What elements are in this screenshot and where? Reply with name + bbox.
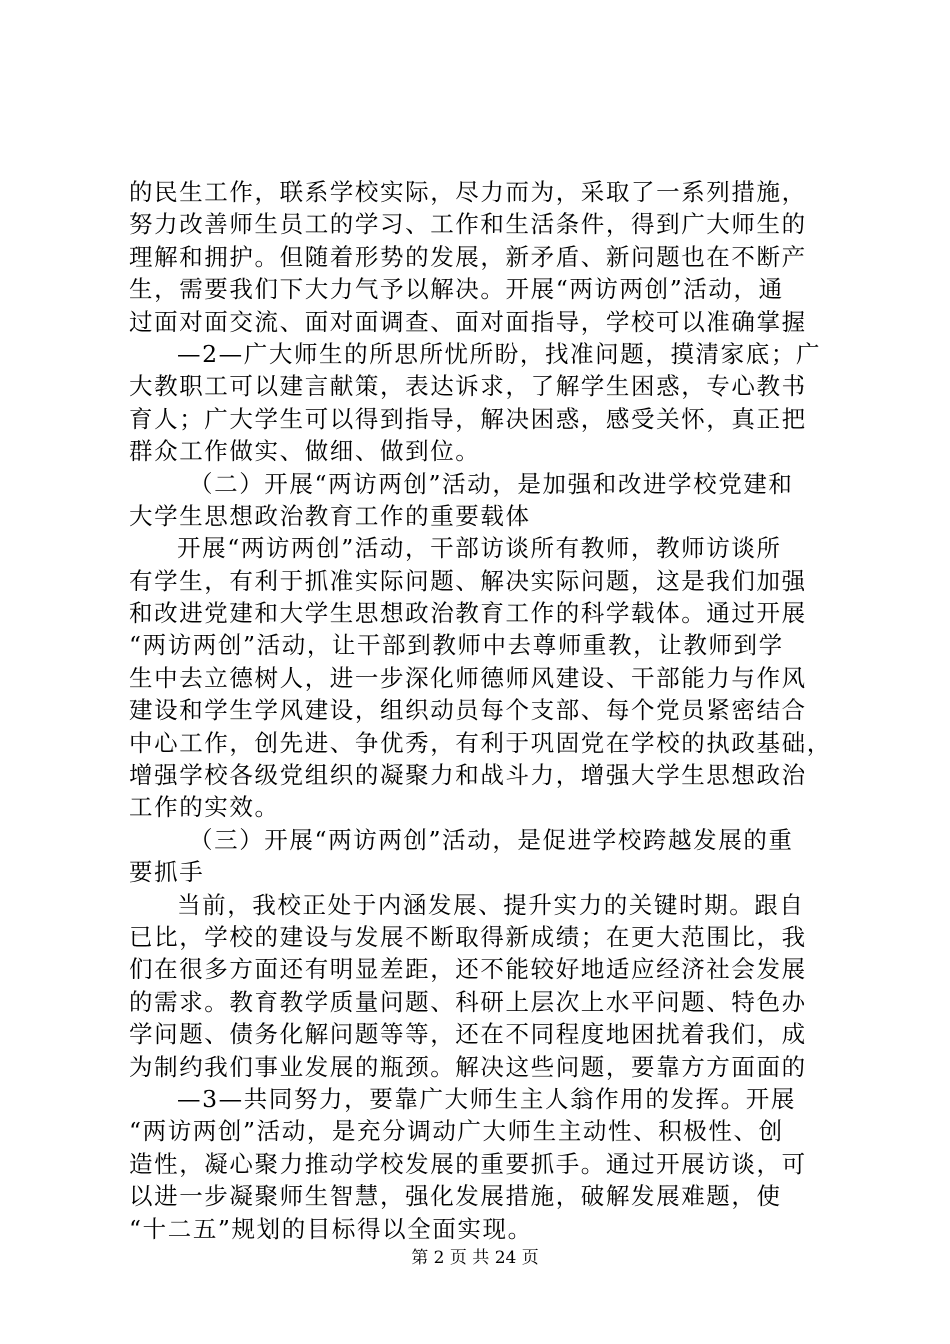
- text-line: 生，需要我们下大力气予以解决。开展“两访两创”活动，通: [129, 275, 784, 304]
- section-heading: （三）开展“两访两创”活动，是促进学校跨越发展的重: [189, 825, 794, 854]
- page-marker-line: —2—广大师生的所思所忧所盼，找准问题，摸清家底；广: [177, 339, 822, 368]
- text-line: 以进一步凝聚师生智慧，强化发展措施，破解发展难题，使: [129, 1182, 782, 1211]
- text-line: 育人；广大学生可以得到指导，解决困惑，感受关怀，真正把: [129, 404, 807, 433]
- text-line: 的需求。教育教学质量问题、科研上层次上水平问题、特色办: [129, 987, 807, 1016]
- text-line: 已比，学校的建设与发展不断取得新成绩；在更大范围比，我: [129, 922, 807, 951]
- text-line: “十二五”规划的目标得以全面实现。: [129, 1214, 533, 1243]
- text-line: 和改进党建和大学生思想政治教育工作的科学载体。通过开展: [129, 599, 807, 628]
- text-line: “两访两创”活动，是充分调动广大师生主动性、积极性、创: [129, 1117, 784, 1146]
- page-number-footer: 第 2 页 共 24 页: [411, 1248, 539, 1268]
- text-line: 过面对面交流、面对面调查、面对面指导，学校可以准确掌握: [129, 307, 807, 336]
- text-line: 为制约我们事业发展的瓶颈。解决这些问题，要靠方方面面的: [129, 1052, 807, 1081]
- paragraph-start: 当前，我校正处于内涵发展、提升实力的关键时期。跟自: [177, 890, 805, 919]
- text-line: 工作的实效。: [129, 793, 280, 822]
- text-line: 造性，凝心聚力推动学校发展的重要抓手。通过开展访谈，可: [129, 1149, 807, 1178]
- text-line: 努力改善师生员工的学习、工作和生活条件，得到广大师生的: [129, 210, 807, 239]
- text-line: 的民生工作，联系学校实际，尽力而为，采取了一系列措施，: [129, 178, 807, 206]
- section-heading: （二）开展“两访两创”活动，是加强和改进学校党建和: [189, 469, 794, 498]
- text-line: 增强学校各级党组织的凝聚力和战斗力，增强大学生思想政治: [129, 761, 807, 790]
- text-line: 中心工作，创先进、争优秀，有利于巩固党在学校的执政基础，: [129, 728, 832, 757]
- page-marker-line: —3—共同努力，要靠广大师生主人翁作用的发挥。开展: [177, 1084, 796, 1113]
- text-line: 理解和拥护。但随着形势的发展，新矛盾、新问题也在不断产: [129, 242, 807, 271]
- text-line: “两访两创”活动，让干部到教师中去尊师重教，让教师到学: [129, 631, 784, 660]
- text-line: 们在很多方面还有明显差距，还不能较好地适应经济社会发展: [129, 955, 807, 984]
- text-line: 生中去立德树人，进一步深化师德师风建设、干部能力与作风: [129, 663, 807, 692]
- text-line: 群众工作做实、做细、做到位。: [129, 437, 481, 466]
- paragraph-start: 开展“两访两创”活动，干部访谈所有教师，教师访谈所: [177, 534, 782, 563]
- section-heading-cont: 大学生思想政治教育工作的重要载体: [129, 501, 531, 530]
- text-line: 大教职工可以建言献策，表达诉求，了解学生困惑，专心教书: [129, 372, 807, 401]
- document-body: [129, 176, 839, 1245]
- text-line: 有学生，有利于抓准实际问题、解决实际问题，这是我们加强: [129, 566, 807, 595]
- text-line: 学问题、债务化解问题等等，还在不同程度地困扰着我们，成: [129, 1020, 807, 1049]
- section-heading-cont: 要抓手: [129, 858, 205, 887]
- text-line: 建设和学生学风建设，组织动员每个支部、每个党员紧密结合: [129, 696, 807, 725]
